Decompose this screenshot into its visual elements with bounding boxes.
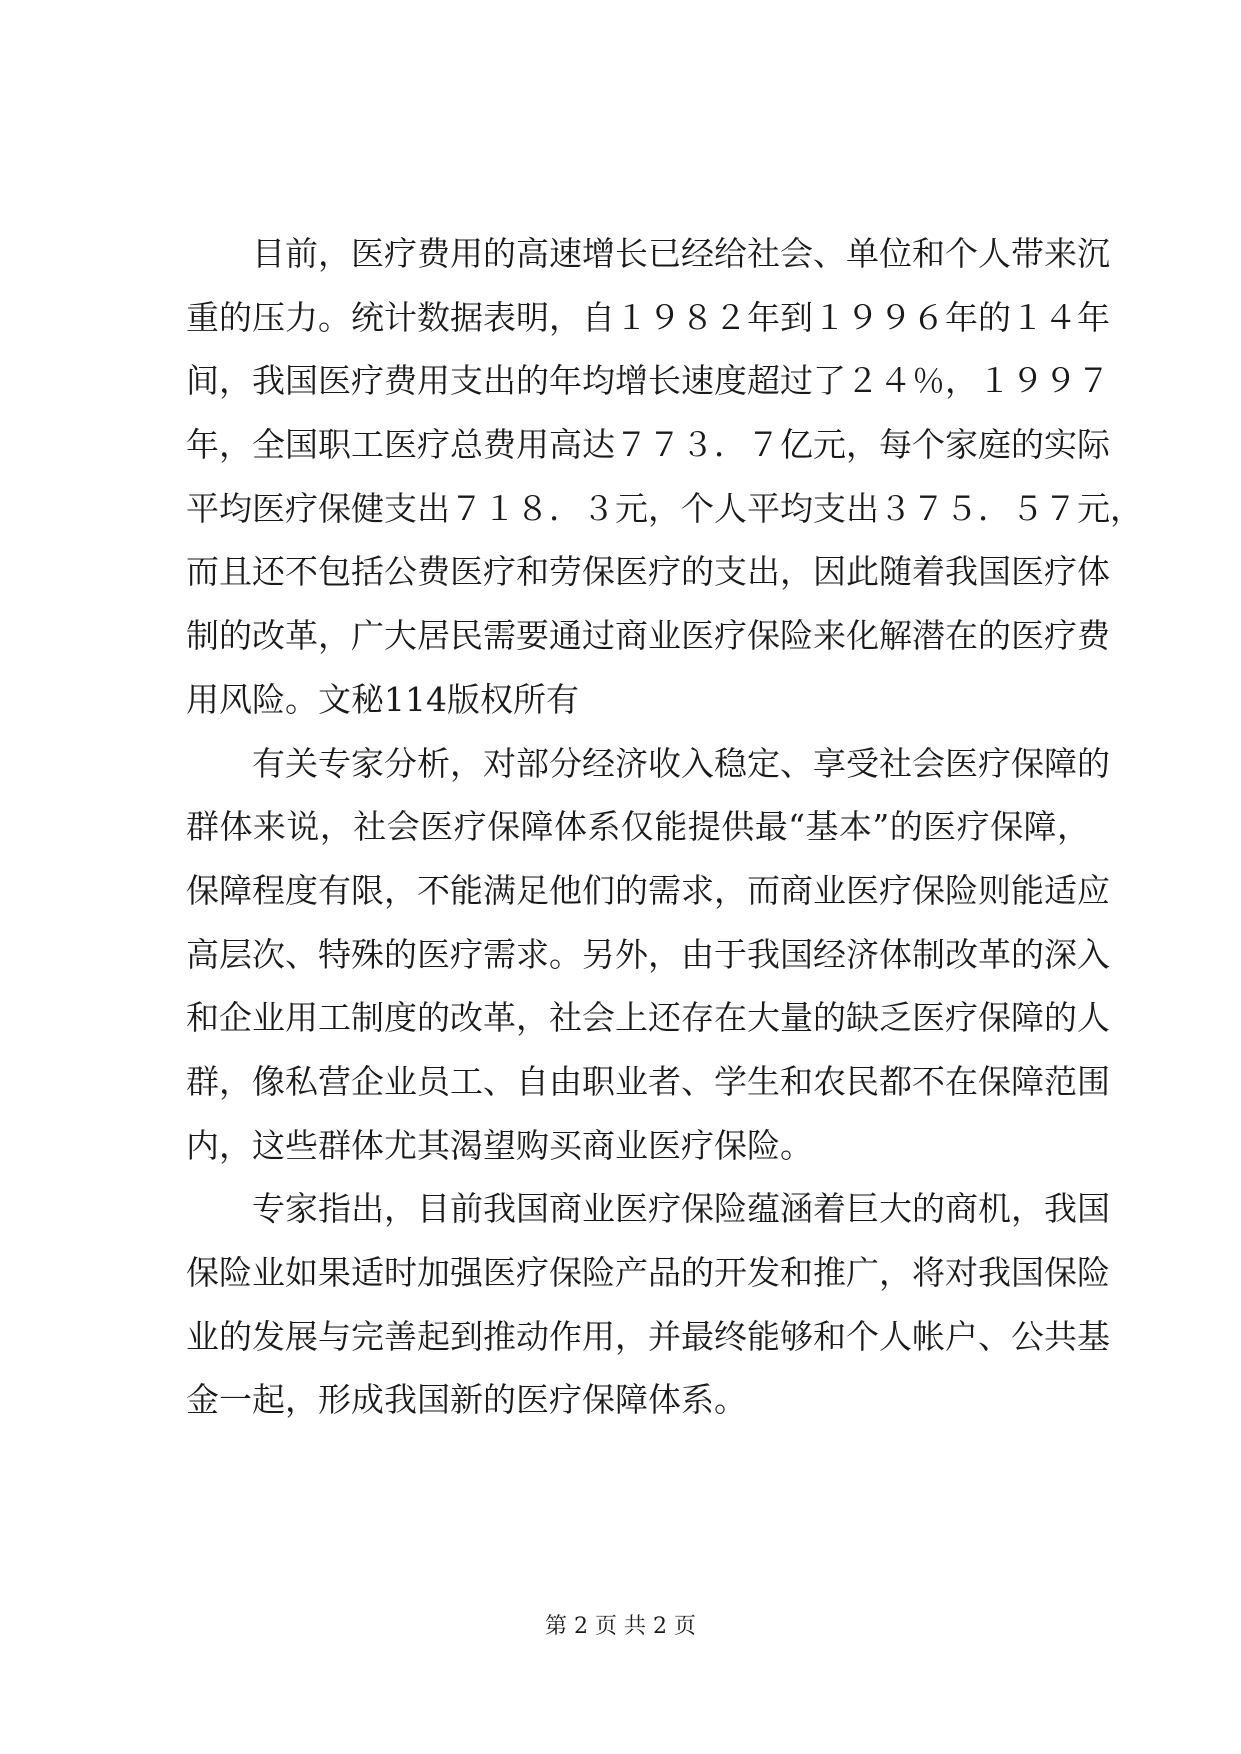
text-line: 专家指出，目前我国商业医疗保险蕴涵着巨大的商机，我国: [252, 1189, 1110, 1229]
paragraph-3: [186, 1177, 1110, 1432]
text-line: 年，全国职工医疗总费用高达７７３．７亿元，每个家庭的实际: [186, 425, 1110, 465]
text-line: 高层次、特殊的医疗需求。另外，由于我国经济体制改革的深入: [186, 934, 1110, 974]
text-line: 平均医疗保健支出７１８．３元，个人平均支出３７５．５７元，: [186, 488, 1143, 528]
text-line: 群体来说，社会医疗保障体系仅能提供最“基本”的医疗保障，: [186, 807, 1090, 847]
text-line: 制的改革，广大居民需要通过商业医疗保险来化解潜在的医疗费: [186, 616, 1110, 656]
text-line: 业的发展与完善起到推动作用，并最终能够和个人帐户、公共基: [186, 1316, 1110, 1356]
text-line: 群，像私营企业员工、自由职业者、学生和农民都不在保障范围: [186, 1061, 1110, 1101]
body-text: [186, 222, 1143, 1432]
text-line: 保险业如果适时加强医疗保险产品的开发和推广，将对我国保险: [186, 1253, 1110, 1292]
text-line: 金一起，形成我国新的医疗保障体系。: [186, 1380, 747, 1420]
text-line: 有关专家分析，对部分经济收入稳定、享受社会医疗保障的: [252, 743, 1110, 783]
page-number-footer: 第 2 页 共 2 页: [545, 1614, 696, 1639]
text-line: 内，这些群体尤其渴望购买商业医疗保险。: [186, 1125, 813, 1165]
text-line: 重的压力。统计数据表明，自１９８２年到１９９６年的１４年: [186, 297, 1110, 337]
text-line: 目前，医疗费用的高速增长已经给社会、单位和个人带来沉: [252, 234, 1110, 273]
text-line: 而且还不包括公费医疗和劳保医疗的支出，因此随着我国医疗体: [186, 552, 1110, 592]
text-line: 保障程度有限，不能满足他们的需求，而商业医疗保险则能适应: [186, 870, 1110, 910]
paragraph-2: [186, 732, 1110, 1178]
text-line: 和企业用工制度的改革，社会上还存在大量的缺乏医疗保障的人: [186, 998, 1110, 1038]
text-line: 间，我国医疗费用支出的年均增长速度超过了２４％，１９９７: [186, 361, 1110, 401]
paragraph-1: [186, 222, 1143, 732]
text-line: 用风险。文秘114版权所有: [186, 679, 579, 719]
